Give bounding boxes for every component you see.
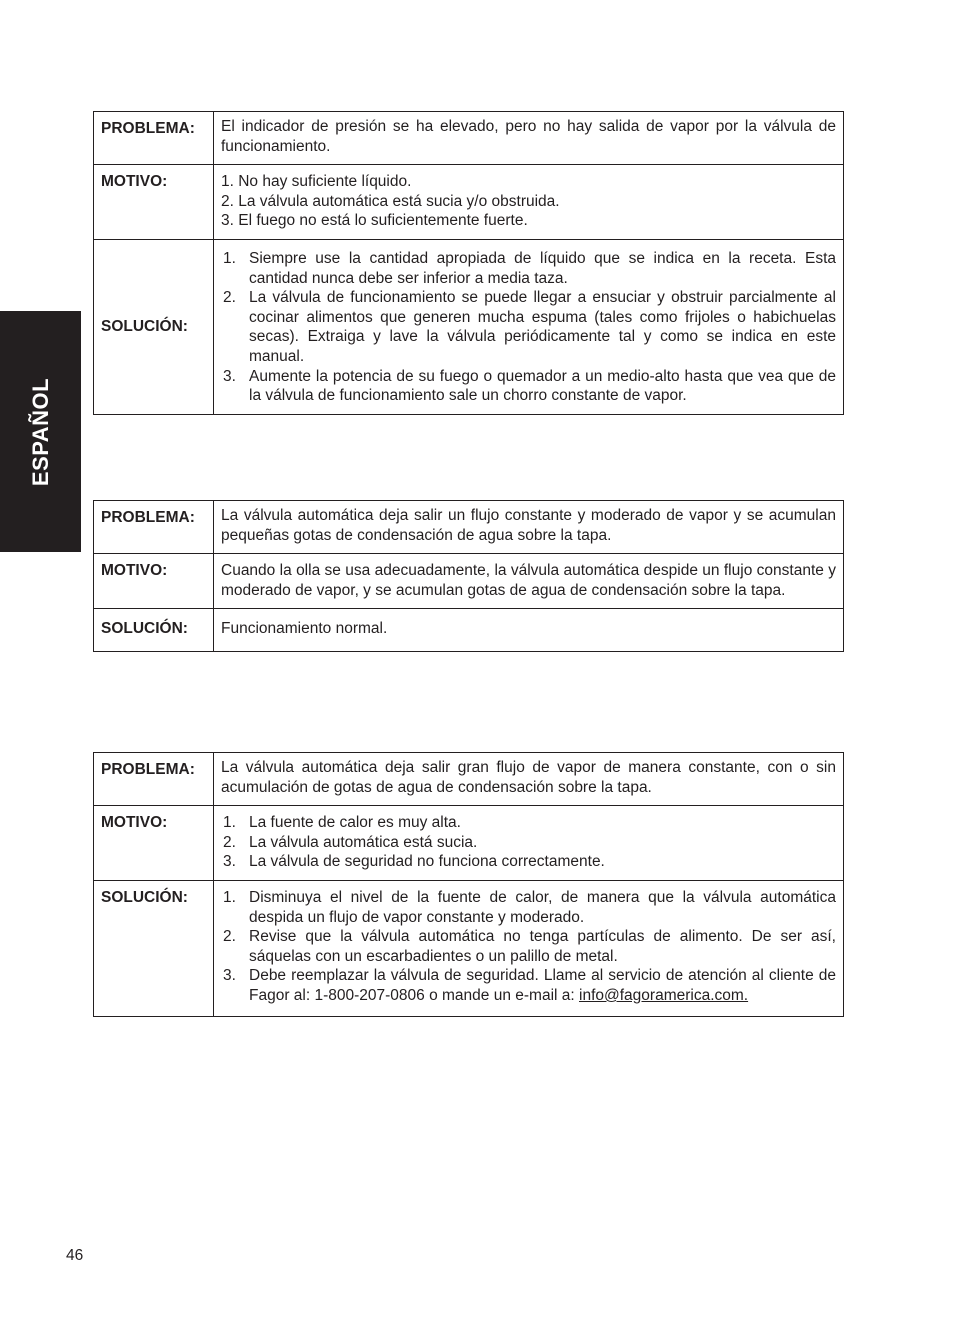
list-item (221, 927, 836, 966)
list-number: 3. (223, 967, 236, 985)
list-number: 3. (223, 367, 236, 385)
solution-label: SOLUCIÓN: (94, 609, 214, 652)
reason-row (94, 165, 844, 240)
language-side-tab-label: ESPAÑOL (27, 377, 53, 486)
reason-list (221, 813, 836, 872)
reason-row (94, 806, 844, 881)
support-email-link[interactable]: info@fagoramerica.com. (579, 986, 749, 1004)
reason-label: MOTIVO: (94, 554, 214, 609)
list-text: La válvula de seguridad no funciona correctamente. (249, 853, 605, 871)
solution-label: SOLUCIÓN: (94, 880, 214, 1016)
problem-text: La válvula automática deja salir gran flujo de vapor de manera constante, con o sin acumulación de gotas de agua de condensación sobre la tapa. (214, 753, 844, 806)
list-number: 1. (223, 249, 236, 267)
solution-row (94, 880, 844, 1016)
troubleshooting-table-2 (93, 500, 844, 652)
list-number: 2. (223, 833, 236, 851)
list-text: Revise que la válvula automática no tenga partículas de alimento. De ser así, sáquelas con un escarbadientes o un palillo de metal. (249, 928, 836, 965)
problem-text: La válvula automática deja salir un flujo constante y moderado de vapor y se acumulan pequeñas gotas de condensación de agua sobre la tapa. (214, 501, 844, 554)
list-text: Siempre use la cantidad apropiada de líquido que se indica en la receta. Esta cantidad nunca debe ser inferior a media taza. (249, 249, 836, 287)
list-item (221, 288, 836, 366)
language-side-tab (0, 311, 81, 552)
solution-list-cell (214, 239, 844, 414)
problem-label: PROBLEMA: (94, 112, 214, 165)
solution-list-cell (214, 880, 844, 1016)
list-text: Aumente la potencia de su fuego o quemador a un medio-alto hasta que vea que de la válvula de funcionamiento sale un chorro constante de vapor. (249, 367, 836, 405)
list-item (221, 249, 836, 288)
list-number: 3. (223, 853, 236, 871)
solution-text: Funcionamiento normal. (214, 609, 844, 652)
reason-row (94, 554, 844, 609)
solution-label: SOLUCIÓN: (94, 239, 214, 414)
list-item (221, 888, 836, 927)
list-item (221, 852, 836, 872)
solution-list (221, 249, 836, 406)
list-number: 1. (223, 888, 236, 906)
reason-list-cell (214, 165, 844, 240)
problem-label: PROBLEMA: (94, 753, 214, 806)
list-number: 1. (223, 814, 236, 832)
list-text: Debe reemplazar la válvula de seguridad. Llame al servicio de atención al cliente de Fagor al: 1-800-207-0806 o mande un e-mail a: (249, 967, 836, 1004)
list-number: 2. (223, 928, 236, 946)
reason-list (221, 172, 836, 231)
problem-label: PROBLEMA: (94, 501, 214, 554)
problem-row (94, 753, 844, 806)
list-item (221, 966, 836, 1005)
problem-row (94, 112, 844, 165)
list-item (221, 833, 836, 853)
list-item: 1. No hay suficiente líquido. (221, 173, 412, 191)
list-number: 2. (223, 289, 236, 307)
solution-row (94, 609, 844, 652)
reason-text: Cuando la olla se usa adecuadamente, la válvula automática despide un flujo constante y moderado de vapor, y se acumulan gotas de agua de condensación sobre la tapa. (214, 554, 844, 609)
problem-text: El indicador de presión se ha elevado, pero no hay salida de vapor por la válvula de funcionamiento. (214, 112, 844, 165)
list-item (221, 367, 836, 406)
troubleshooting-table-3 (93, 752, 844, 1017)
page-number: 46 (66, 1247, 84, 1264)
list-text: La válvula de funcionamiento se puede llegar a ensuciar y obstruir parcialmente al cocinar alimentos que generen mucha espuma (tales como frijoles o habichuelas secas). Extraiga y lave la válvula periódicamente tal y como se indica en este manual. (249, 289, 836, 365)
problem-row (94, 501, 844, 554)
troubleshooting-table-1 (93, 111, 844, 415)
list-text: La fuente de calor es muy alta. (249, 814, 461, 832)
list-text: Disminuya el nivel de la fuente de calor, de manera que la válvula automática despida un flujo de vapor constante y moderado. (249, 888, 836, 926)
reason-label: MOTIVO: (94, 165, 214, 240)
reason-list-cell (214, 806, 844, 881)
list-item: 3. El fuego no está lo suficientemente fuerte. (221, 212, 528, 230)
list-item: 2. La válvula automática está sucia y/o obstruida. (221, 192, 560, 210)
list-item (221, 813, 836, 833)
list-text: La válvula automática está sucia. (249, 833, 478, 851)
solution-list (221, 888, 836, 1006)
reason-label: MOTIVO: (94, 806, 214, 881)
solution-row (94, 239, 844, 414)
